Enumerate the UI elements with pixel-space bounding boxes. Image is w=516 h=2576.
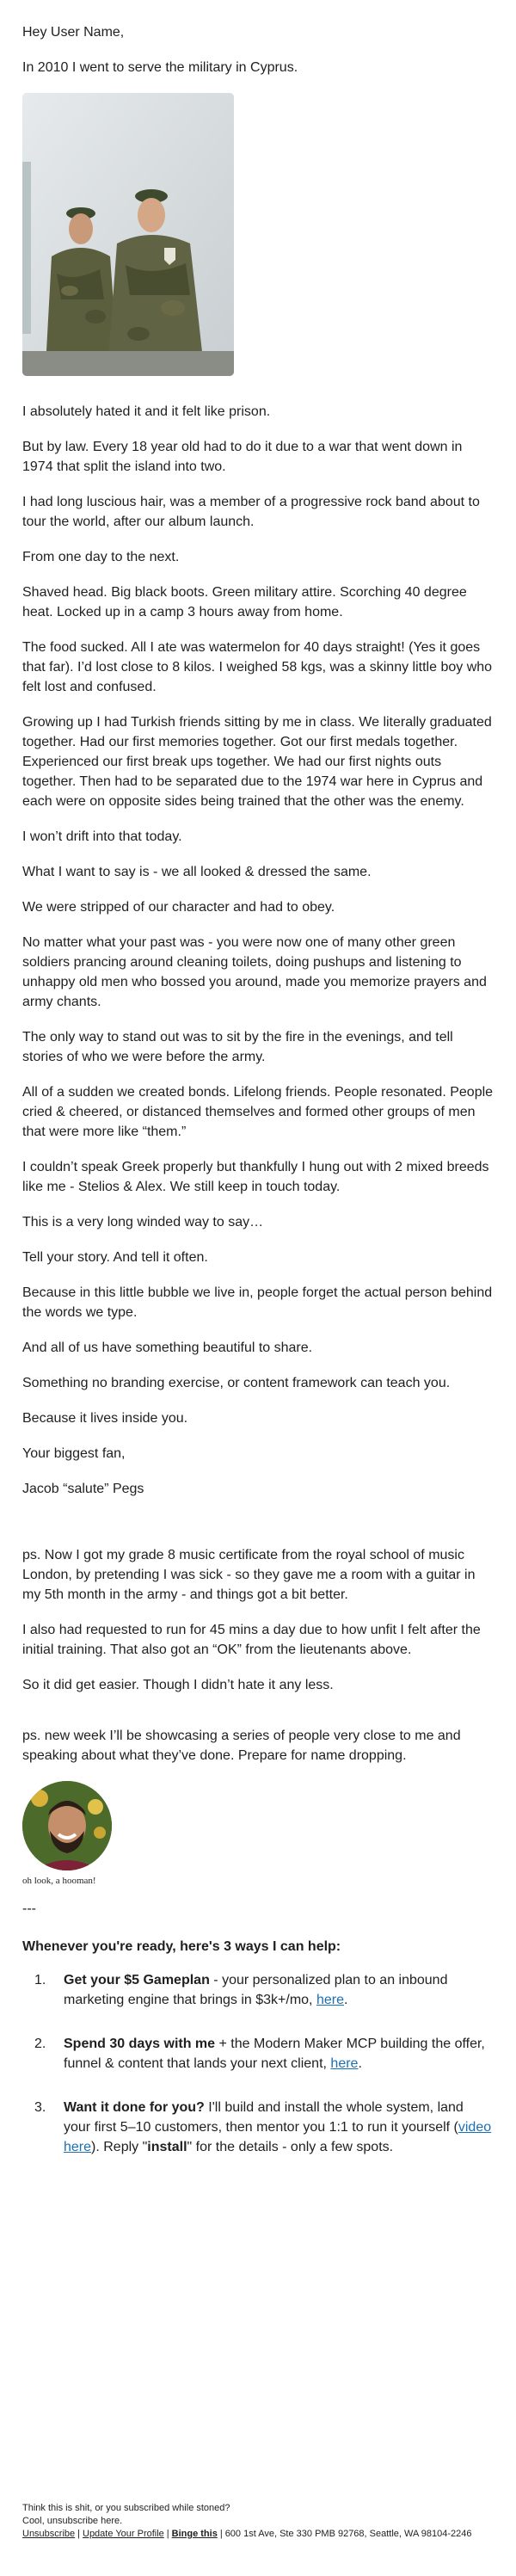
update-profile-link[interactable]: Update Your Profile xyxy=(83,2529,164,2539)
video-link[interactable]: video here xyxy=(64,2120,492,2154)
story-paragraph: Shaved head. Big black boots. Green military attire. Scorching 40 degree heat. Locked up in a camp 3 hours away from home. xyxy=(22,585,467,619)
help-item-text: + the Modern Maker MCP building the offer, funnel & content that lands your next client, xyxy=(64,2037,485,2071)
binge-this-link[interactable]: Binge this xyxy=(171,2529,218,2539)
avatar-wrap xyxy=(22,1781,494,1870)
story-paragraph: Growing up I had Turkish friends sitting by me in class. We literally graduated together. Had our first memories together. Got our first medals together. Experienced our first break ups together. We had our first nights outs together. Then had to be separated due to the 1974 war here in Cyprus and each were on opposite sides being trained that the other was the enemy. xyxy=(22,715,492,809)
story-paragraph: From one day to the next. xyxy=(22,550,180,564)
gameplan-link[interactable]: here xyxy=(316,1993,344,2007)
help-item-title: Want it done for you? xyxy=(64,2100,205,2115)
help-item-body xyxy=(64,2034,494,2074)
help-item-body xyxy=(64,1970,494,2010)
thirty-days-link[interactable]: here xyxy=(330,2056,359,2071)
help-item-text: - your personalized plan to an inbound marketing engine that brings in $3k+/mo, xyxy=(64,1973,448,2007)
help-item xyxy=(22,2034,494,2074)
sign-off: Your biggest fan, xyxy=(22,1446,126,1461)
story-paragraph: I had long luscious hair, was a member of a progressive rock band about to tour the world, after our album launch. xyxy=(22,495,480,529)
story-paragraph: And all of us have something beautiful to share. xyxy=(22,1340,313,1355)
story-paragraph: But by law. Every 18 year old had to do it due to a war that went down in 1974 that split the island into two. xyxy=(22,440,463,474)
ps-next-week: ps. new week I’ll be showcasing a series of people very close to me and speaking about what they’ve done. Prepare for name dropping. xyxy=(22,1729,461,1763)
footer-separator: | xyxy=(219,2529,223,2539)
help-title: Whenever you're ready, here's 3 ways I can help: xyxy=(22,1939,341,1954)
footer-line-2: Cool, unsubscribe here. xyxy=(22,2516,123,2526)
unsubscribe-link[interactable]: Unsubscribe xyxy=(22,2529,76,2539)
army-photo xyxy=(22,93,234,376)
avatar xyxy=(22,1781,112,1870)
help-item xyxy=(22,2098,494,2157)
story-paragraph: Tell your story. And tell it often. xyxy=(22,1250,208,1265)
story-paragraph: We were stripped of our character and had to obey. xyxy=(22,900,335,915)
footer-line-1: Think this is shit, or you subscribed while stoned? xyxy=(22,2503,230,2513)
footer-address: 600 1st Ave, Ste 330 PMB 92768, Seattle, WA 98104-2246 xyxy=(224,2529,472,2539)
help-item-title: Get your $5 Gameplan xyxy=(64,1973,210,1987)
help-item-end: " for the details - only a few spots. xyxy=(187,2140,394,2154)
story-paragraph: This is a very long winded way to say… xyxy=(22,1215,264,1229)
ps-paragraph: So it did get easier. Though I didn’t hate it any less. xyxy=(22,1678,334,1692)
avatar-caption: oh look, a hooman! xyxy=(22,1876,96,1886)
help-item-end: . xyxy=(343,1993,348,2007)
story-paragraph: I won’t drift into that today. xyxy=(22,829,182,844)
help-item-body xyxy=(64,2098,494,2157)
footer-separator: | xyxy=(166,2529,169,2539)
help-item-number: 3. xyxy=(34,2100,46,2115)
help-item-text: I'll build and install the whole system, land your first 5–10 customers, then mentor you 1:1 to run it yourself ( xyxy=(64,2100,464,2135)
story-paragraph: What I want to say is - we all looked & dressed the same. xyxy=(22,865,372,879)
intro-paragraph: In 2010 I went to serve the military in Cyprus. xyxy=(22,60,298,75)
help-item-number: 1. xyxy=(34,1973,46,1987)
story-paragraph: The only way to stand out was to sit by the fire in the evenings, and tell stories of who we were before the army. xyxy=(22,1030,453,1064)
install-keyword: install xyxy=(147,2140,187,2154)
greeting: Hey User Name, xyxy=(22,25,125,40)
help-list xyxy=(22,1970,494,2157)
story-paragraph: The food sucked. All I ate was watermelon for 40 days straight! (Yes it goes that far). I’d lost close to 8 kilos. I weighed 58 kgs, was a skinny little boy who felt lost and confused. xyxy=(22,640,493,694)
army-photo-wrap xyxy=(22,93,494,376)
ps-paragraph: I also had requested to run for 45 mins a day due to how unfit I felt after the initial training. That also got an “OK” from the lieutenants above. xyxy=(22,1623,481,1657)
footer-separator: | xyxy=(77,2529,80,2539)
help-item-number: 2. xyxy=(34,2037,46,2051)
footer-links xyxy=(22,2528,494,2541)
story-paragraph: Because it lives inside you. xyxy=(22,1411,188,1426)
story-paragraph: Because in this little bubble we live in, people forget the actual person behind the words we type. xyxy=(22,1285,493,1320)
story-paragraphs xyxy=(22,402,494,1499)
divider: --- xyxy=(22,1901,36,1916)
ps-paragraph: ps. Now I got my grade 8 music certificate from the royal school of music London, by pretending I was sick - so they gave me a room with a guitar in my 5th month in the army - and things got a bit better. xyxy=(22,1548,476,1602)
story-paragraph: All of a sudden we created bonds. Lifelong friends. People resonated. People cried & cheered, or distanced themselves and formed other groups of men that were more like “them.” xyxy=(22,1085,494,1139)
help-item-title: Spend 30 days with me xyxy=(64,2037,216,2051)
signature: Jacob “salute” Pegs xyxy=(22,1482,144,1496)
story-paragraph: Something no branding exercise, or content framework can teach you. xyxy=(22,1376,451,1390)
footer xyxy=(22,2502,494,2541)
story-paragraph: No matter what your past was - you were now one of many other green soldiers prancing around cleaning toilets, doing pushups and listening to unhappy old men who bossed you around, made you memorize prayers and army chants. xyxy=(22,935,487,1009)
help-item-text: ). Reply " xyxy=(91,2140,148,2154)
story-paragraph: I absolutely hated it and it felt like prison. xyxy=(22,404,271,419)
story-paragraph: I couldn’t speak Greek properly but thankfully I hung out with 2 mixed breeds like me - Stelios & Alex. We still keep in touch today. xyxy=(22,1160,489,1194)
help-item-end: . xyxy=(358,2056,362,2071)
help-item xyxy=(22,1970,494,2010)
